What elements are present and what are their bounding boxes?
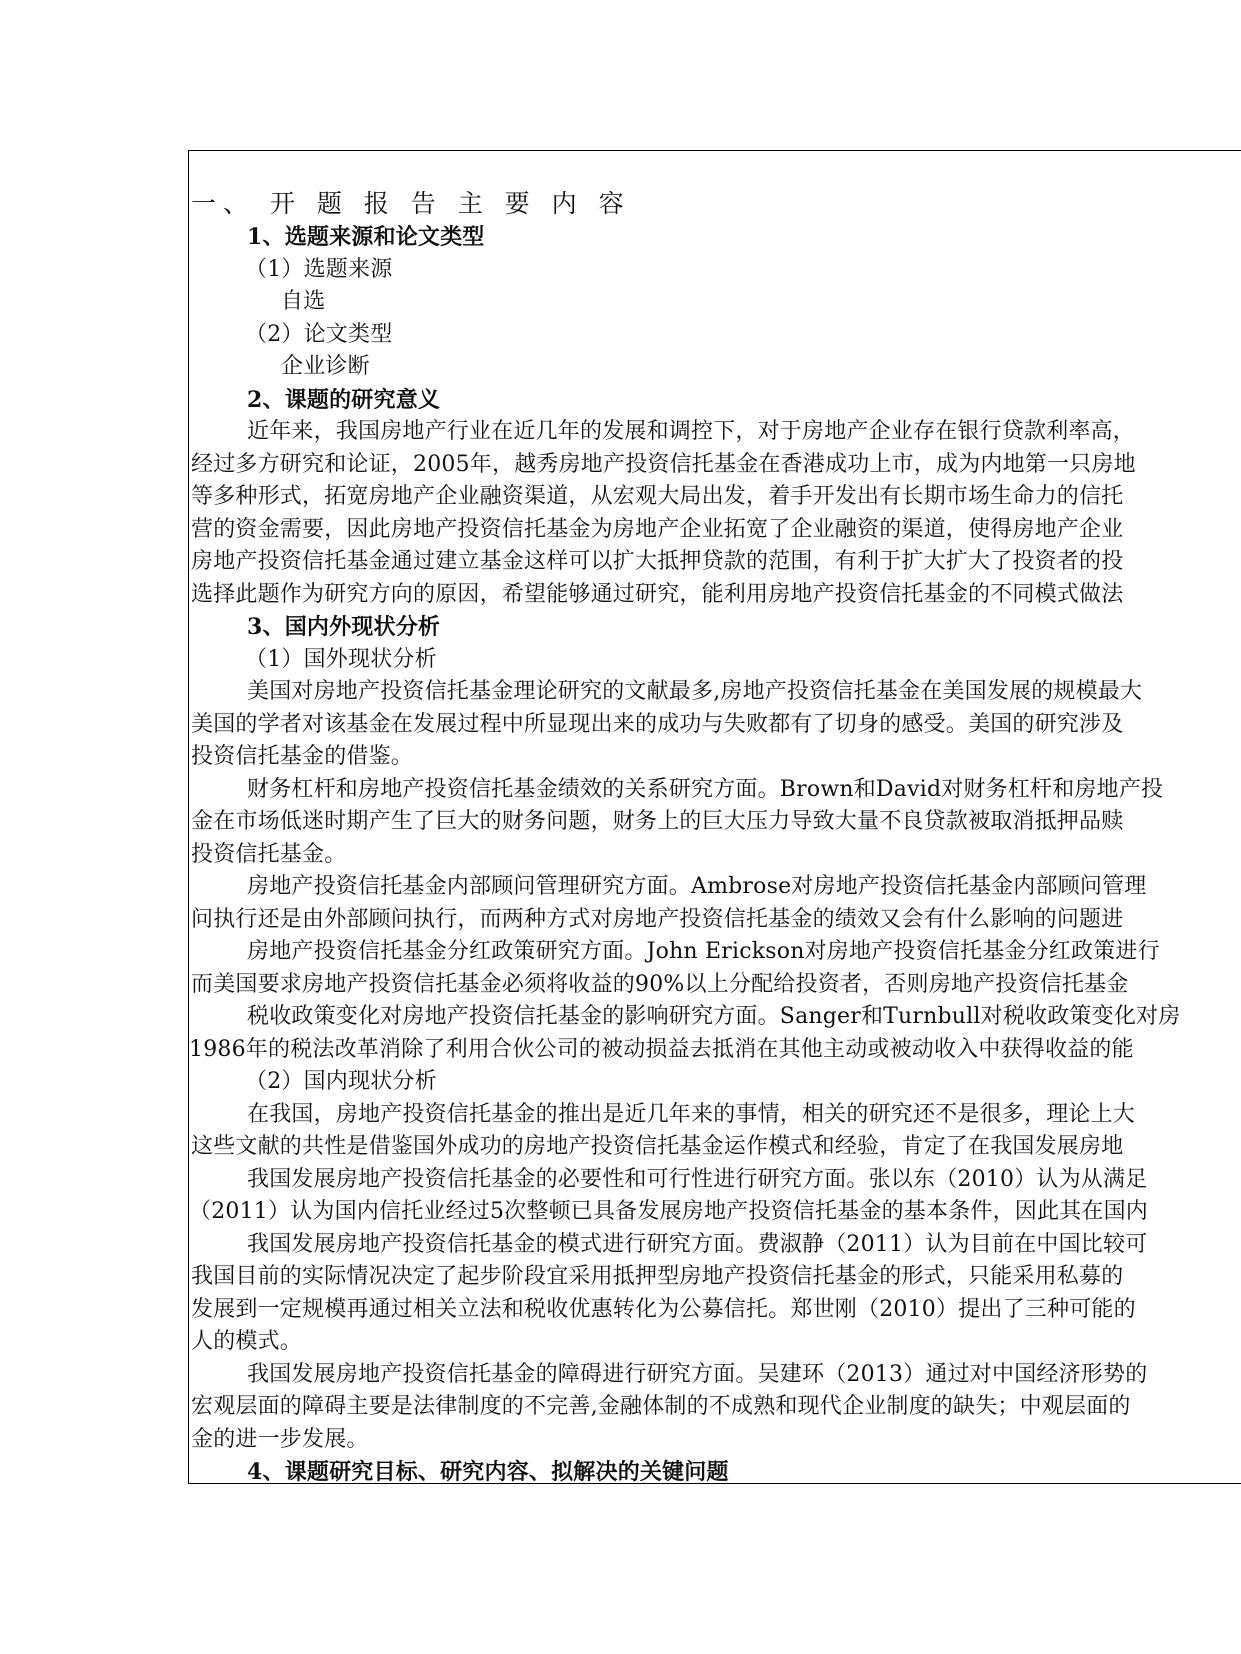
section-heading: 1、选题来源和论文类型 xyxy=(247,224,485,250)
paragraph-line: 人的模式。 xyxy=(191,1329,303,1354)
paragraph-line: 而美国要求房地产投资信托基金必须将收益的90%以上分配给投资者，否则房地产投资信托基金 xyxy=(191,971,1129,997)
report-frame xyxy=(188,150,1241,1484)
paragraph-line: 金的进一步发展。 xyxy=(191,1426,369,1452)
paragraph-line: 经过多方研究和论证，2005年，越秀房地产投资信托基金在香港成功上市，成为内地第一只房地 xyxy=(191,451,1136,477)
paragraph-line: 投资信托基金。 xyxy=(191,841,347,867)
paragraph-line: 1986年的税法改革消除了利用合伙公司的被动损益去抵消在其他主动或被动收入中获得收益的能 xyxy=(189,1036,1134,1062)
paragraph-line: 问执行还是由外部顾问执行，而两种方式对房地产投资信托基金的绩效又会有什么影响的问题进 xyxy=(191,906,1124,932)
paragraph-line: 营的资金需要，因此房地产投资信托基金为房地产企业拓宽了企业融资的渠道，使得房地产企业 xyxy=(191,516,1124,542)
section-heading: 3、国内外现状分析 xyxy=(247,614,441,640)
paragraph-line: 我国发展房地产投资信托基金的障碍进行研究方面。吴建环（2013）通过对中国经济形势的 xyxy=(247,1361,1148,1387)
report-content xyxy=(189,187,1241,1484)
paragraph-line: 投资信托基金的借鉴。 xyxy=(191,744,414,769)
subsection-value: 企业诊断 xyxy=(281,354,370,379)
paragraph-line: 税收政策变化对房地产投资信托基金的影响研究方面。Sanger和Turnbull对税收政策变化对房 xyxy=(247,1004,1181,1029)
subsection-heading: （2）国内现状分析 xyxy=(245,1069,437,1094)
paragraph-line: 美国对房地产投资信托基金理论研究的文献最多,房地产投资信托基金在美国发展的规模最大 xyxy=(247,679,1143,704)
paragraph-line: 美国的学者对该基金在发展过程中所显现出来的成功与失败都有了切身的感受。美国的研究涉及 xyxy=(191,711,1124,737)
paragraph-line: 这些文献的共性是借鉴国外成功的房地产投资信托基金运作模式和经验，肯定了在我国发展房地 xyxy=(191,1134,1124,1159)
section-title: 一、 开 题 报 告 主 要 内 容 xyxy=(191,189,631,218)
paragraph-line: 近年来，我国房地产行业在近几年的发展和调控下，对于房地产企业存在银行贷款利率高， xyxy=(247,419,1136,444)
subsection-heading: （1）选题来源 xyxy=(245,256,393,282)
paragraph-line: 我国目前的实际情况决定了起步阶段宜采用抵押型房地产投资信托基金的形式，只能采用私募的 xyxy=(191,1264,1124,1289)
subsection-value: 自选 xyxy=(281,289,326,314)
paragraph-line: 房地产投资信托基金分红政策研究方面。John Erickson对房地产投资信托基金分红政策进行 xyxy=(247,939,1160,964)
section-heading: 4、课题研究目标、研究内容、拟解决的关键问题 xyxy=(247,1459,729,1484)
paragraph-line: 发展到一定规模再通过相关立法和税收优惠转化为公募信托。郑世刚（2010）提出了三种可能的 xyxy=(191,1296,1136,1322)
subsection-heading: （1）国外现状分析 xyxy=(245,646,437,672)
subsection-heading: （2）论文类型 xyxy=(245,321,393,347)
paragraph-line: 我国发展房地产投资信托基金的模式进行研究方面。费淑静（2011）认为目前在中国比较可 xyxy=(247,1231,1148,1257)
paragraph-line: 房地产投资信托基金通过建立基金这样可以扩大抵押贷款的范围，有利于扩大扩大了投资者的投 xyxy=(191,549,1124,574)
paragraph-line: 选择此题作为研究方向的原因，希望能够通过研究，能利用房地产投资信托基金的不同模式做法 xyxy=(191,581,1124,607)
paragraph-line: 等多种形式，拓宽房地产企业融资渠道，从宏观大局出发，着手开发出有长期市场生命力的信托 xyxy=(191,484,1124,509)
section-heading: 2、课题的研究意义 xyxy=(247,386,441,413)
paragraph-line: 宏观层面的障碍主要是法律制度的不完善,金融体制的不成熟和现代企业制度的缺失；中观层面的 xyxy=(191,1394,1131,1419)
paragraph-line: 房地产投资信托基金内部顾问管理研究方面。Ambrose对房地产投资信托基金内部顾问管理 xyxy=(247,874,1147,899)
paragraph-line: （2011）认为国内信托业经过5次整顿已具备发展房地产投资信托基金的基本条件，因此其在国内 xyxy=(189,1199,1148,1224)
paragraph-line: 在我国，房地产投资信托基金的推出是近几年来的事情，相关的研究还不是很多，理论上大 xyxy=(247,1101,1136,1127)
paragraph-line: 我国发展房地产投资信托基金的必要性和可行性进行研究方面。张以东（2010）认为从满足 xyxy=(247,1166,1148,1192)
paragraph-line: 财务杠杆和房地产投资信托基金绩效的关系研究方面。Brown和David对财务杠杆和房地产投 xyxy=(247,776,1164,802)
paragraph-line: 金在市场低迷时期产生了巨大的财务问题，财务上的巨大压力导致大量不良贷款被取消抵押品赎 xyxy=(191,809,1124,834)
